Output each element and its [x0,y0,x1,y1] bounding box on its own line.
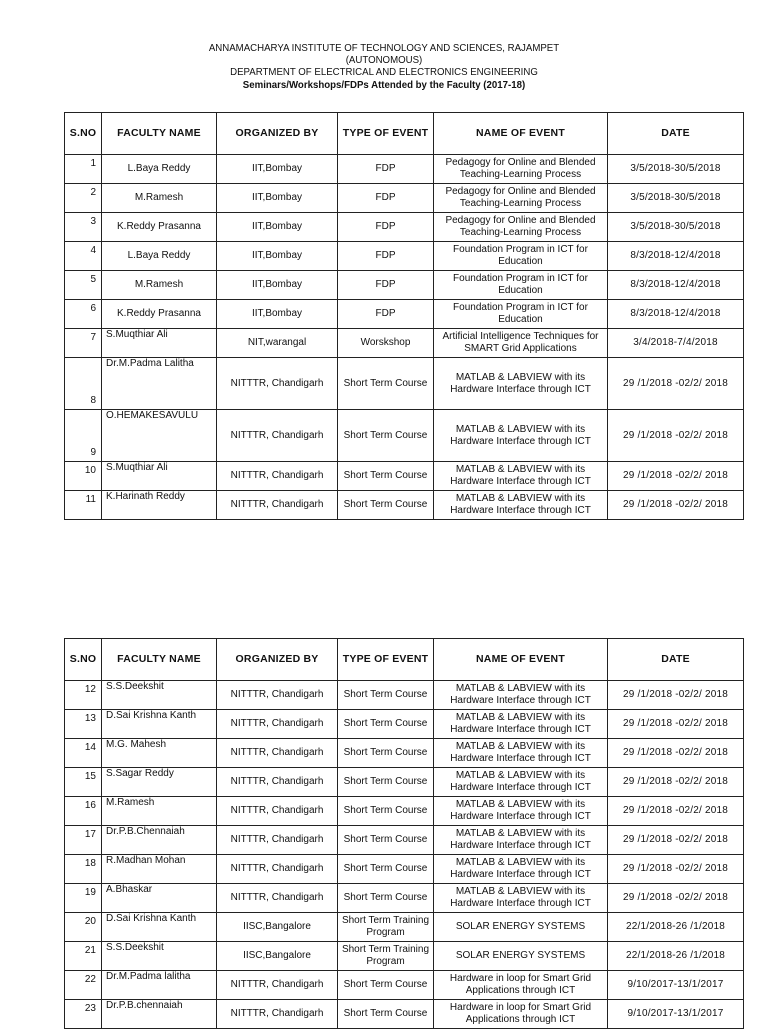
cell-event-name: MATLAB & LABVIEW with its Hardware Interface through ICT [434,410,608,462]
cell-organized-by: NITTTR, Chandigarh [217,884,338,913]
cell-organized-by: NITTTR, Chandigarh [217,855,338,884]
table-row [65,271,744,300]
cell-event-name: MATLAB & LABVIEW with its Hardware Interface through ICT [434,710,608,739]
cell-organized-by: NITTTR, Chandigarh [217,768,338,797]
cell-faculty-name: M.Ramesh [102,271,217,300]
col-header-faculty: FACULTY NAME [102,639,217,681]
table-row [65,681,744,710]
cell-organized-by: NITTTR, Chandigarh [217,797,338,826]
cell-event-type: Short Term Course [338,971,434,1000]
table-row [65,242,744,271]
cell-sno: 6 [65,300,102,329]
cell-sno: 18 [65,855,102,884]
cell-organized-by: NITTTR, Chandigarh [217,681,338,710]
cell-faculty-name: S.S.Deekshit [102,681,217,710]
cell-organized-by: IISC,Bangalore [217,913,338,942]
cell-date: 22/1/2018-26 /1/2018 [608,942,744,971]
table-row [65,884,744,913]
cell-event-name: Pedagogy for Online and Blended Teaching-Learning Process [434,184,608,213]
table-header-row [65,639,744,681]
cell-organized-by: NITTTR, Chandigarh [217,491,338,520]
cell-event-name: Foundation Program in ICT for Education [434,271,608,300]
cell-faculty-name: L.Baya Reddy [102,155,217,184]
cell-date: 29 /1/2018 -02/2/ 2018 [608,358,744,410]
cell-event-type: Short Term Course [338,681,434,710]
cell-sno: 1 [65,155,102,184]
cell-faculty-name: D.Sai Krishna Kanth [102,710,217,739]
cell-date: 29 /1/2018 -02/2/ 2018 [608,826,744,855]
cell-date: 29 /1/2018 -02/2/ 2018 [608,462,744,491]
col-header-event-name: NAME OF EVENT [434,639,608,681]
cell-event-type: Short Term Training Program [338,942,434,971]
cell-sno: 11 [65,491,102,520]
cell-event-type: Short Term Course [338,797,434,826]
cell-sno: 22 [65,971,102,1000]
cell-date: 8/3/2018-12/4/2018 [608,242,744,271]
cell-event-name: MATLAB & LABVIEW with its Hardware Interface through ICT [434,491,608,520]
cell-date: 9/10/2017-13/1/2017 [608,971,744,1000]
document-title: Seminars/Workshops/FDPs Attended by the Faculty (2017-18) [242,78,526,91]
cell-organized-by: NITTTR, Chandigarh [217,971,338,1000]
cell-date: 9/10/2017-13/1/2017 [608,1000,744,1029]
table-row [65,410,744,462]
cell-event-name: SOLAR ENERGY SYSTEMS [434,913,608,942]
table-row [65,768,744,797]
cell-faculty-name: K.Reddy Prasanna [102,300,217,329]
cell-faculty-name: R.Madhan Mohan [102,855,217,884]
table-row [65,797,744,826]
cell-faculty-name: D.Sai Krishna Kanth [102,913,217,942]
table-row [65,913,744,942]
table-row [65,155,744,184]
cell-faculty-name: M.G. Mahesh [102,739,217,768]
cell-faculty-name: S.S.Deekshit [102,942,217,971]
cell-organized-by: IIT,Bombay [217,184,338,213]
table-header-row [65,113,744,155]
col-header-type: TYPE OF EVENT [338,113,434,155]
cell-faculty-name: Dr.M.Padma lalitha [102,971,217,1000]
table-row [65,462,744,491]
table-row [65,942,744,971]
autonomous-label: (AUTONOMOUS) [345,54,423,67]
department-name: DEPARTMENT OF ELECTRICAL AND ELECTRONICS ENGINEERING [230,66,538,79]
table-row [65,826,744,855]
cell-event-type: Short Term Course [338,358,434,410]
cell-faculty-name: S.Sagar Reddy [102,768,217,797]
cell-faculty-name: K.Harinath Reddy [102,491,217,520]
cell-event-name: Foundation Program in ICT for Education [434,242,608,271]
cell-event-type: Short Term Course [338,739,434,768]
cell-event-type: Short Term Course [338,855,434,884]
cell-sno: 9 [65,410,102,462]
cell-organized-by: NITTTR, Chandigarh [217,826,338,855]
cell-faculty-name: O.HEMAKESAVULU [102,410,217,462]
cell-sno: 10 [65,462,102,491]
table-row [65,739,744,768]
cell-event-type: Short Term Course [338,768,434,797]
cell-event-name: MATLAB & LABVIEW with its Hardware Interface through ICT [434,855,608,884]
cell-faculty-name: M.Ramesh [102,184,217,213]
cell-event-name: MATLAB & LABVIEW with its Hardware Interface through ICT [434,797,608,826]
faculty-events-table-2 [64,638,744,1029]
cell-date: 29 /1/2018 -02/2/ 2018 [608,681,744,710]
cell-sno: 19 [65,884,102,913]
cell-event-name: Hardware in loop for Smart Grid Applications through ICT [434,971,608,1000]
cell-event-name: MATLAB & LABVIEW with its Hardware Interface through ICT [434,462,608,491]
col-header-date: DATE [608,639,744,681]
cell-organized-by: NITTTR, Chandigarh [217,710,338,739]
cell-date: 3/5/2018-30/5/2018 [608,213,744,242]
cell-date: 3/5/2018-30/5/2018 [608,184,744,213]
cell-organized-by: IIT,Bombay [217,155,338,184]
table-row [65,184,744,213]
cell-faculty-name: Dr.P.B.chennaiah [102,1000,217,1029]
cell-event-type: Short Term Course [338,1000,434,1029]
cell-date: 29 /1/2018 -02/2/ 2018 [608,410,744,462]
cell-faculty-name: S.Muqthiar Ali [102,329,217,358]
cell-organized-by: IIT,Bombay [217,213,338,242]
cell-sno: 14 [65,739,102,768]
cell-event-type: Short Term Course [338,462,434,491]
cell-event-name: Foundation Program in ICT for Education [434,300,608,329]
cell-faculty-name: M.Ramesh [102,797,217,826]
cell-sno: 2 [65,184,102,213]
cell-date: 29 /1/2018 -02/2/ 2018 [608,739,744,768]
cell-organized-by: IISC,Bangalore [217,942,338,971]
cell-date: 22/1/2018-26 /1/2018 [608,913,744,942]
cell-sno: 8 [65,358,102,410]
cell-event-type: Short Term Course [338,884,434,913]
faculty-events-table-1 [64,112,744,520]
document-header [31,42,738,91]
cell-sno: 15 [65,768,102,797]
col-header-organized-by: ORGANIZED BY [217,113,338,155]
table-row [65,300,744,329]
cell-event-type: Short Term Course [338,491,434,520]
cell-event-name: MATLAB & LABVIEW with its Hardware Interface through ICT [434,826,608,855]
col-header-event-name: NAME OF EVENT [434,113,608,155]
cell-event-type: Short Term Course [338,410,434,462]
cell-sno: 12 [65,681,102,710]
cell-sno: 13 [65,710,102,739]
cell-date: 29 /1/2018 -02/2/ 2018 [608,884,744,913]
cell-organized-by: NITTTR, Chandigarh [217,358,338,410]
cell-date: 29 /1/2018 -02/2/ 2018 [608,855,744,884]
institute-name: ANNAMACHARYA INSTITUTE OF TECHNOLOGY AND SCIENCES, RAJAMPET [208,42,560,54]
col-header-sno: S.NO [65,639,102,681]
cell-event-type: FDP [338,300,434,329]
cell-faculty-name: Dr.P.B.Chennaiah [102,826,217,855]
cell-event-type: Worskshop [338,329,434,358]
cell-organized-by: IIT,Bombay [217,271,338,300]
cell-event-name: MATLAB & LABVIEW with its Hardware Interface through ICT [434,739,608,768]
cell-event-name: MATLAB & LABVIEW with its Hardware Interface through ICT [434,358,608,410]
table-row [65,971,744,1000]
cell-organized-by: NITTTR, Chandigarh [217,739,338,768]
cell-date: 29 /1/2018 -02/2/ 2018 [608,768,744,797]
col-header-sno: S.NO [65,113,102,155]
cell-event-name: MATLAB & LABVIEW with its Hardware Interface through ICT [434,884,608,913]
col-header-date: DATE [608,113,744,155]
cell-organized-by: NITTTR, Chandigarh [217,410,338,462]
cell-event-type: Short Term Training Program [338,913,434,942]
cell-sno: 23 [65,1000,102,1029]
cell-event-name: MATLAB & LABVIEW with its Hardware Interface through ICT [434,681,608,710]
cell-event-type: FDP [338,271,434,300]
cell-date: 3/5/2018-30/5/2018 [608,155,744,184]
cell-organized-by: IIT,Bombay [217,300,338,329]
cell-event-type: Short Term Course [338,710,434,739]
cell-event-name: Pedagogy for Online and Blended Teaching-Learning Process [434,213,608,242]
table-row [65,710,744,739]
cell-sno: 5 [65,271,102,300]
table-row [65,329,744,358]
col-header-type: TYPE OF EVENT [338,639,434,681]
cell-date: 8/3/2018-12/4/2018 [608,271,744,300]
cell-event-type: FDP [338,213,434,242]
table-row [65,358,744,410]
cell-event-name: MATLAB & LABVIEW with its Hardware Interface through ICT [434,768,608,797]
cell-sno: 7 [65,329,102,358]
cell-sno: 16 [65,797,102,826]
cell-event-type: Short Term Course [338,826,434,855]
cell-date: 29 /1/2018 -02/2/ 2018 [608,797,744,826]
cell-faculty-name: A.Bhaskar [102,884,217,913]
cell-date: 3/4/2018-7/4/2018 [608,329,744,358]
table-row [65,491,744,520]
cell-organized-by: NITTTR, Chandigarh [217,1000,338,1029]
cell-event-name: Hardware in loop for Smart Grid Applications through ICT [434,1000,608,1029]
cell-event-name: Pedagogy for Online and Blended Teaching-Learning Process [434,155,608,184]
cell-date: 8/3/2018-12/4/2018 [608,300,744,329]
cell-organized-by: NITTTR, Chandigarh [217,462,338,491]
cell-sno: 4 [65,242,102,271]
cell-sno: 3 [65,213,102,242]
cell-event-type: FDP [338,242,434,271]
table-row [65,1000,744,1029]
cell-event-type: FDP [338,155,434,184]
cell-date: 29 /1/2018 -02/2/ 2018 [608,491,744,520]
cell-faculty-name: L.Baya Reddy [102,242,217,271]
cell-faculty-name: K.Reddy Prasanna [102,213,217,242]
cell-event-name: Artificial Intelligence Techniques for SMART Grid Applications [434,329,608,358]
table-row [65,855,744,884]
cell-organized-by: NIT,warangal [217,329,338,358]
cell-faculty-name: S.Muqthiar Ali [102,462,217,491]
cell-event-name: SOLAR ENERGY SYSTEMS [434,942,608,971]
table-row [65,213,744,242]
cell-event-type: FDP [338,184,434,213]
cell-faculty-name: Dr.M.Padma Lalitha [102,358,217,410]
cell-organized-by: IIT,Bombay [217,242,338,271]
col-header-organized-by: ORGANIZED BY [217,639,338,681]
cell-sno: 20 [65,913,102,942]
col-header-faculty: FACULTY NAME [102,113,217,155]
cell-sno: 17 [65,826,102,855]
cell-date: 29 /1/2018 -02/2/ 2018 [608,710,744,739]
cell-sno: 21 [65,942,102,971]
